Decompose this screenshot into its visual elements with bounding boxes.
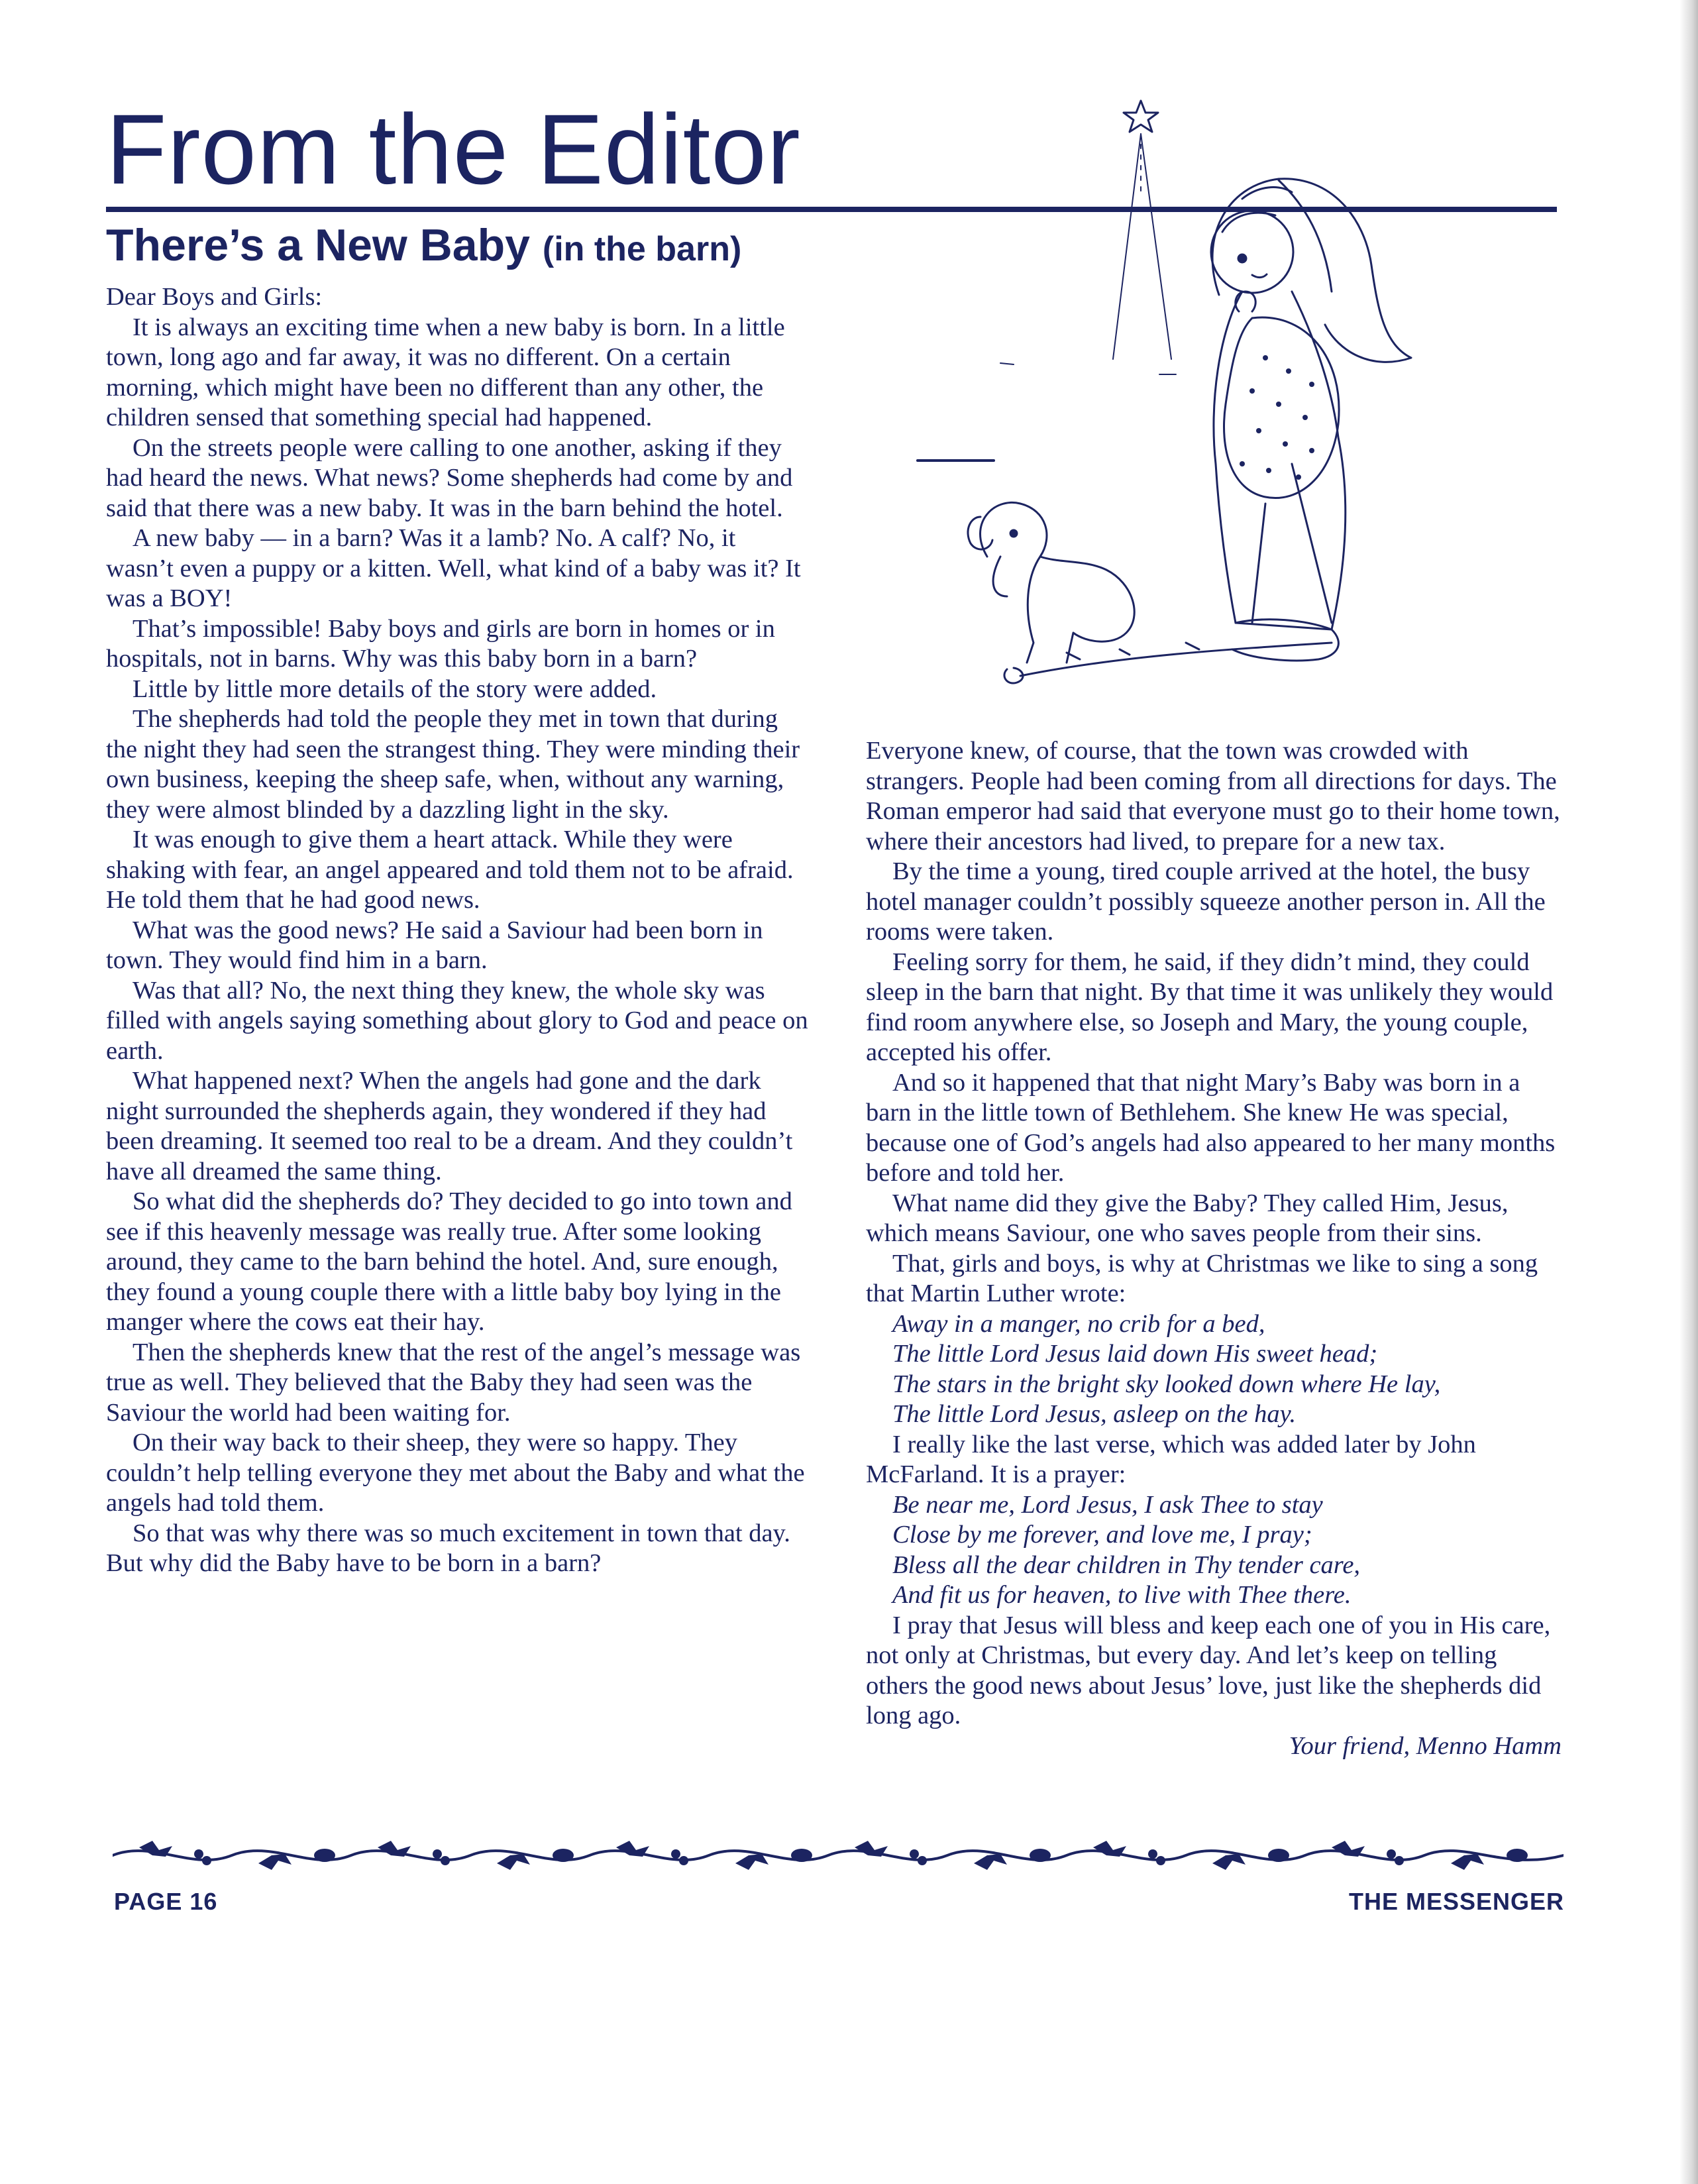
paragraph: Everyone knew, of course, that the town was crowded with strangers. People had been coming from all directions for days. The Roman emperor had said that everyone must go to their home town, where their ancestors had lived, to prepare for a new tax. (866, 737, 1560, 855)
article-title-main: There’s a New Baby (106, 220, 530, 270)
paragraph: And so it happened that that night Mary’s Baby was born in a barn in the little town of Bethlehem. She knew He was special, because one of God’s angels had also appeared to her many months before and told her. (866, 1068, 1556, 1187)
paragraph: Feeling sorry for them, he said, if they didn’t mind, they could sleep in the barn that night. By that time it was unlikely they would find room anywhere else, so Joseph and Mary, the young couple, accepted his offer. (866, 948, 1554, 1066)
poem-line: Close by me forever, and love me, I pray; (892, 1521, 1312, 1549)
poem-line: The little Lord Jesus, asleep on the hay. (892, 1400, 1297, 1428)
paragraph: It was enough to give them a heart attack. While they were shaking with fear, an angel appeared and told them not to be afraid. He told them that he had good news. (106, 826, 794, 914)
poem-line: And fit us for heaven, to live with Thee there. (892, 1581, 1352, 1609)
star-icon (1124, 101, 1158, 132)
paragraph: I really like the last verse, which was added later by John McFarland. It is a prayer: (866, 1430, 1476, 1488)
paragraph: The shepherds had told the people they met in town that during the night they had seen the strangest thing. They were minding their own business, keeping the sheep safe, when, without any warning, they were almost blinded by a dazzling light in the sky. (106, 705, 800, 824)
paragraph: Little by little more details of the story were added. (133, 675, 657, 703)
poem-line: The little Lord Jesus laid down His sweet head; (892, 1340, 1378, 1368)
paragraph: What name did they give the Baby? They called Him, Jesus, which means Saviour, one who saves people from their sins. (866, 1189, 1509, 1247)
salutation: Dear Boys and Girls: (106, 283, 323, 311)
section-title: From the Editor (106, 93, 801, 205)
paragraph: By the time a young, tired couple arrived at the hotel, the busy hotel manager couldn’t possibly squeeze another person in. All the rooms were taken. (866, 857, 1546, 946)
paragraph: A new baby — in a barn? Was it a lamb? No. A calf? No, it wasn’t even a puppy or a kitten. Well, what kind of a baby was it? It was a BOY! (106, 524, 801, 612)
paragraph: It is always an exciting time when a new baby is born. In a little town, long ago and far away, it was no different. On a certain morning, which might have been no different than any other, the children sensed that something special had happened. (106, 313, 785, 431)
girl-face (1211, 211, 1293, 293)
paragraph: That’s impossible! Baby boys and girls are born in homes or in hospitals, not in barns. Why was this baby born in a barn? (106, 614, 775, 673)
page-number: PAGE 16 (114, 1888, 218, 1915)
scan-edge (1679, 0, 1698, 2184)
left-column (106, 282, 808, 1579)
article-title-suffix: (in the barn) (542, 230, 742, 268)
nativity-illustration (908, 93, 1477, 716)
right-column (866, 736, 1562, 1761)
signature: Your friend, Menno Hamm (1289, 1731, 1562, 1760)
paragraph: So that was why there was so much excitement in town that day. But why did the Baby have to be born in a barn? (106, 1519, 790, 1577)
holly-garland-border (113, 1834, 1564, 1877)
paragraph: That, girls and boys, is why at Christmas we like to sing a song that Martin Luther wrote: (866, 1249, 1538, 1307)
paragraph: On the streets people were calling to one another, asking if they had heard the news. What news? Some shepherds had come by and said that there was a new baby. It was in the barn behind the hotel. (106, 433, 793, 522)
puppy (981, 502, 1135, 663)
poem-line: Be near me, Lord Jesus, I ask Thee to stay (892, 1490, 1323, 1519)
poem-line: Away in a manger, no crib for a bed, (892, 1309, 1265, 1338)
article-title (106, 220, 742, 270)
paragraph: What was the good news? He said a Saviour had been born in town. They would find him in a barn. (106, 916, 763, 974)
girl-robe (1214, 292, 1346, 629)
paragraph: I pray that Jesus will bless and keep each one of you in His care, not only at Christmas, but every day. And let’s keep on telling others the good news about Jesus’ love, just like the shepherds did long ago. (866, 1611, 1551, 1729)
publication-name: THE MESSENGER (1348, 1888, 1564, 1915)
paragraph: Was that all? No, the next thing they knew, the whole sky was filled with angels saying something about glory to God and peace on earth. (106, 976, 808, 1065)
paragraph: What happened next? When the angels had gone and the dark night surrounded the shepherds again, they wondered if they had been dreaming. It seemed too real to be a dream. And they couldn’t have all dreamed the same thing. (106, 1067, 793, 1185)
paragraph: On their way back to their sheep, they were so happy. They couldn’t help telling everyone they met about the Baby and what the angels had told them. (106, 1429, 805, 1517)
paragraph: So what did the shepherds do? They decided to go into town and see if this heavenly message was really true. After some looking around, they came to the barn behind the hotel. And, sure enough, they found a young couple there with a little baby boy lying in the manger where the cows eat their hay. (106, 1187, 792, 1336)
paragraph: Then the shepherds knew that the rest of the angel’s message was true as well. They believed that the Baby they had seen was the Saviour the world had been waiting for. (106, 1338, 801, 1427)
poem-line: Bless all the dear children in Thy tender care, (892, 1551, 1361, 1579)
poem-line: The stars in the bright sky looked down where He lay, (892, 1370, 1441, 1398)
